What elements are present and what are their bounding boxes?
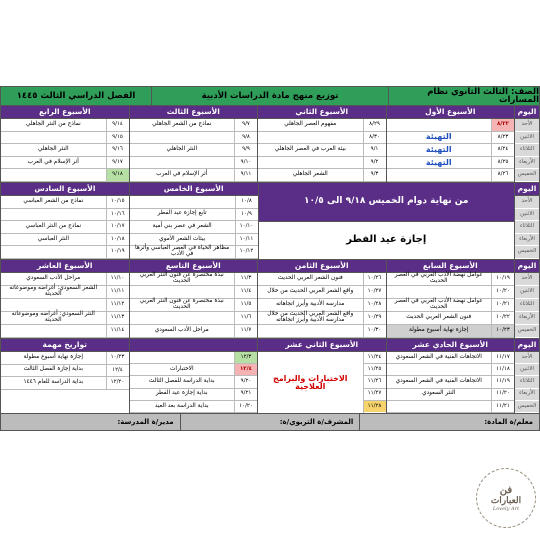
week-row [130, 389, 258, 401]
day-label: الأحد [515, 196, 539, 209]
date-cell: ٨/٢٤ [491, 144, 514, 156]
date-cell: ١٠/٢٣ [106, 352, 129, 364]
lesson-cell [1, 169, 106, 181]
date-cell: ١٠/٢٦ [363, 273, 386, 285]
week-header: الأسبوع الثاني [258, 106, 386, 119]
class-label: الصف: الثالث الثانوي نظام المسارات [388, 87, 539, 105]
week-header: الأسبوع السادس [1, 183, 129, 196]
date-cell: ١٠/١٩ [106, 246, 129, 258]
date-cell: ١٠/٣٠ [363, 325, 386, 337]
day-header: اليوم [515, 106, 539, 119]
date-cell: ١٢/٤ [234, 364, 257, 375]
day-column [515, 106, 539, 182]
date-cell: ٨/٣٠ [363, 132, 386, 144]
lesson-cell [258, 132, 363, 144]
week-row [258, 144, 386, 157]
week-row [387, 157, 515, 170]
exam-date: ١١/٢٤ [364, 352, 386, 364]
lesson-cell [130, 312, 235, 324]
date-cell: ١١/٧ [234, 325, 257, 337]
week-header: الأسبوع الأول [387, 106, 515, 119]
week-row [258, 299, 386, 312]
week-row [130, 209, 258, 222]
important-date-row [1, 377, 129, 390]
date-cell: ١٢/٤ [106, 365, 129, 377]
week-column [130, 183, 259, 259]
exam-date: ١١/٢٨ [364, 401, 386, 413]
day-column [515, 183, 539, 259]
week-row [1, 196, 129, 209]
week-row [130, 312, 258, 325]
week-row [130, 299, 258, 312]
week-row [130, 273, 258, 286]
week-header: الأسبوع الثاني عشر [258, 339, 386, 352]
week-row [387, 132, 515, 145]
lesson-cell: التهيئة [425, 157, 452, 167]
date-cell: ١٠/٢٩ [363, 312, 386, 324]
week-row [1, 312, 129, 325]
lesson-cell: الاتجاهات الفنية في الشعر السعودي [395, 353, 482, 360]
band-weeks-11-13 [0, 339, 540, 414]
date-cell: ٩/٨ [234, 132, 257, 144]
week-row [387, 312, 515, 325]
week-row [130, 119, 258, 132]
lesson-cell: الاتجاهات الفنية في الشعر السعودي [395, 378, 482, 385]
lesson-cell [130, 286, 235, 298]
day-header: اليوم [515, 183, 539, 196]
important-date-row [1, 365, 129, 378]
lesson-cell: نماذج من النثر الجاهلي [25, 120, 81, 127]
signature-footer [0, 414, 540, 431]
holiday-text: إجازة عيد الفطر [346, 234, 427, 246]
important-dates-panel [1, 339, 130, 413]
day-label: الأربعاء [515, 157, 539, 170]
day-label: الثلاثاء [515, 144, 539, 157]
date-cell: ١١/١٧ [491, 352, 514, 363]
day-column [515, 339, 539, 413]
week-header: الأسبوع السابع [387, 260, 515, 273]
week-row [1, 246, 129, 259]
day-label: الثلاثاء [515, 376, 539, 388]
day-label: الثلاثاء [515, 221, 539, 234]
lesson-cell: النثر السعودي: أغراضه وموضوعاته الحديثة [11, 311, 95, 323]
week-row [130, 286, 258, 299]
week-column [130, 339, 259, 413]
date-cell: ١٠/٢١ [491, 299, 514, 311]
week-header [130, 339, 258, 352]
lesson-cell: النثر السعودي [422, 390, 456, 397]
lesson-cell [130, 132, 235, 144]
text-cell: إجازة نهاية أسبوع مطولة [23, 353, 83, 360]
lesson-cell: أثر الإسلام في العرب [156, 171, 208, 178]
date-cell: ١١/٦ [234, 312, 257, 324]
lesson-cell: مدارسه الأدبية وأبرز اتجاهاته [276, 301, 345, 308]
week-row [1, 221, 129, 234]
day-label: الأحد [515, 119, 539, 132]
exam-date: ١١/٢٥ [364, 364, 386, 376]
week-row [258, 286, 386, 299]
date-cell: ١٠/١٩ [491, 273, 514, 285]
week-column [387, 260, 516, 338]
principal-signature: مدير/ة المدرسة: [117, 417, 174, 426]
important-date-row [1, 401, 129, 413]
holiday-banner: من نهاية دوام الخميس ٩/١٨ الى ١٠/٥ [259, 183, 515, 222]
day-label: الأربعاء [515, 312, 539, 325]
lesson-cell: الشعر الجاهلي [292, 171, 328, 178]
week-row [130, 169, 258, 182]
date-cell: ٩/١٥ [106, 132, 129, 144]
lesson-cell [130, 157, 235, 169]
date-cell: ١١/١٨ [491, 364, 514, 375]
week-row [130, 246, 258, 259]
day-label: الخميس [515, 246, 539, 259]
week-row [387, 119, 515, 132]
lesson-cell: بيئات الشعر الأموي [159, 235, 206, 242]
week-row [1, 209, 129, 222]
exam-dates [363, 352, 386, 413]
exams-body [258, 352, 386, 413]
week-row [130, 401, 258, 413]
week-column [130, 260, 259, 338]
week-column [1, 183, 130, 259]
week-header: الأسبوع الرابع [1, 106, 129, 119]
date-cell: ١٠/١٢ [235, 246, 258, 258]
lesson-cell: عوامل نهضة الأدب العربي في العصر الحديث [394, 298, 483, 310]
week-row [387, 144, 515, 157]
date-cell: ١٠/١٨ [106, 234, 129, 246]
week-row [387, 364, 515, 376]
week-header: الأسبوع العاشر [1, 260, 129, 273]
week-row [387, 325, 515, 338]
date-cell: ٩/١١ [234, 169, 257, 181]
day-label: الاثنين [515, 286, 539, 299]
week-row [1, 234, 129, 247]
day-label: الخميس [515, 325, 539, 338]
week-row [1, 157, 129, 170]
exams-column [258, 339, 387, 413]
lesson-cell: واقع الشعر العربي الحديث من خلال مدارسه الأدبية وأبرز اتجاهاته [267, 311, 354, 323]
week-row [130, 221, 258, 234]
date-cell: ٩/١٠ [234, 157, 257, 169]
text-cell: بداية الدراسة للعام ١٤٤٦ [23, 379, 84, 386]
week-row [130, 157, 258, 170]
lesson-cell: الشعر في عصر بني أمية [152, 223, 212, 230]
lesson-cell [130, 352, 235, 363]
day-label: الأربعاء [515, 389, 539, 401]
lesson-cell: نبذة مختصرة عن فنون النثر العربي الحديث [139, 298, 224, 310]
week-row [387, 376, 515, 388]
lesson-cell [387, 286, 492, 298]
lesson-cell [387, 401, 492, 412]
lesson-cell: التهيئة [425, 132, 452, 142]
brand-logo [476, 468, 536, 528]
lesson-cell: النثر الجاهلي [37, 146, 69, 153]
lesson-cell [1, 325, 106, 337]
lesson-cell: نماذج من الشعر الجاهلي [152, 120, 212, 127]
date-cell: ٨/٢٩ [363, 119, 386, 131]
week-row [258, 273, 386, 286]
exams-text: الاختبارات والبرامج العلاجية [272, 373, 348, 391]
day-label: الخميس [515, 401, 539, 413]
date-cell: ٩/١٧ [106, 157, 129, 169]
date-cell: ١٠/١٦ [106, 209, 129, 221]
date-cell: ١١/١٤ [106, 325, 129, 337]
date-cell: ١١/٣ [234, 273, 257, 285]
week-header: الأسبوع الخامس [130, 183, 258, 196]
plan-title: توزيع منهج مادة الدراسات الأدبية [151, 87, 388, 105]
term-label: الفصل الدراسي الثالث ١٤٤٥ [1, 87, 151, 105]
lesson-cell: مراحل الأدب السعودي [26, 275, 81, 282]
date-cell: ١٠/٢٣ [491, 325, 514, 337]
date-cell: ١٠/٢٨ [363, 299, 386, 311]
week-header: الأسبوع الحادي عشر [387, 339, 515, 352]
date-cell: ١١/٢٠ [491, 389, 514, 400]
week-column [1, 106, 130, 182]
lesson-cell: نماذج من النثر العباسي [25, 223, 82, 230]
week-header: الأسبوع التاسع [130, 260, 258, 273]
date-cell: ١٠/١٠ [235, 221, 258, 233]
important-date-row [1, 352, 129, 365]
lesson-cell: عوامل نهضة الأدب العربي في العصر الحديث [394, 272, 483, 284]
week-column [387, 106, 516, 182]
lesson-cell: واقع الشعر العربي الحديث من خلال [267, 288, 354, 295]
lesson-cell: فنون الشعر العربي الحديث [406, 314, 472, 321]
date-cell: ١٠/١٥ [106, 196, 129, 208]
week-row [1, 169, 129, 182]
lesson-cell: بداية الدراسة بعد العيد [154, 402, 209, 409]
lesson-cell [1, 246, 106, 258]
lesson-cell [258, 157, 363, 169]
lesson-cell [130, 196, 235, 208]
date-cell: ١١/١٩ [491, 376, 514, 387]
week-column [130, 106, 259, 182]
band-weeks-5-6 [0, 183, 540, 260]
week-header: الأسبوع الثامن [258, 260, 386, 273]
week-column [258, 260, 387, 338]
week-row [387, 389, 515, 401]
date-cell: ٨/٢٢ [491, 119, 514, 131]
date-cell: ١٠/٨ [235, 196, 258, 208]
band-weeks-1-4 [0, 106, 540, 183]
lesson-cell: تابع إجازة عيد الفطر [157, 210, 207, 217]
week-row [1, 119, 129, 132]
holiday-block [259, 183, 516, 259]
week-row [130, 352, 258, 364]
exam-date: ١١/٢٦ [364, 376, 386, 388]
date-cell: ٩/٢٠ [234, 376, 257, 387]
week-row [258, 119, 386, 132]
week-row [258, 169, 386, 182]
logo-line: فن [499, 484, 513, 496]
date-cell: ١٠/٢٧ [363, 286, 386, 298]
lesson-cell: الشعر السعودي: أغراضه وموضوعاته الحديثة [9, 285, 98, 297]
week-row [387, 273, 515, 286]
day-header: اليوم [515, 260, 539, 273]
lesson-cell: النثر الجاهلي [166, 146, 198, 153]
date-cell: ١١/١١ [106, 286, 129, 298]
day-label: الاثنين [515, 132, 539, 145]
important-date-row [1, 390, 129, 402]
date-cell: ٩/١٦ [106, 144, 129, 156]
exam-date: ١١/٢٧ [364, 389, 386, 401]
week-row [387, 352, 515, 364]
week-row [387, 401, 515, 413]
lesson-cell: نماذج من الشعر العباسي [23, 197, 84, 204]
week-row [130, 196, 258, 209]
day-column [515, 260, 539, 338]
date-cell: ١٠/١٧ [106, 221, 129, 233]
date-cell: ١١/١٣ [106, 312, 129, 324]
date-cell: ١٠/٢٠ [491, 286, 514, 298]
lesson-cell: مفهوم العصر الجاهلي [284, 120, 337, 127]
lesson-cell: بداية إجازة عيد الفطر [155, 390, 208, 397]
logo-line: العبارات [490, 495, 522, 506]
week-row [1, 132, 129, 145]
week-row [1, 144, 129, 157]
date-cell: ١١/١٢ [106, 299, 129, 311]
date-cell: ١١/٥ [234, 299, 257, 311]
logo-line: Lovely Art [492, 505, 520, 512]
date-cell: ٨/٢٦ [491, 169, 514, 181]
day-header: اليوم [515, 339, 539, 352]
week-column [258, 106, 387, 182]
lesson-cell: النثر العباسي [37, 235, 70, 242]
lesson-cell: بداية الدراسة للفصل الثالث [148, 378, 215, 385]
week-row [130, 144, 258, 157]
day-label: الاثنين [515, 364, 539, 376]
date-cell: ٩/١ [363, 144, 386, 156]
teacher-signature: معلم/ة المادة: [359, 414, 539, 430]
lesson-cell: مظاهر الحياة في العصر العباسي وأثرها في الأدب [135, 245, 230, 258]
week-row [130, 376, 258, 388]
lesson-cell: إجازة نهاية أسبوع مطولة [387, 325, 492, 337]
lesson-cell [387, 119, 492, 131]
day-label: الأحد [515, 273, 539, 286]
date-cell: ١١/٤ [234, 286, 257, 298]
date-cell: ٨/٢٣ [491, 132, 514, 144]
important-dates-title: تواريخ مهمة [1, 339, 129, 352]
week-row [258, 312, 386, 325]
week-row [130, 132, 258, 145]
date-cell: ٩/٣ [363, 169, 386, 181]
lesson-cell [1, 299, 106, 311]
day-label: الاثنين [515, 209, 539, 222]
day-label: الأربعاء [515, 234, 539, 247]
week-column [387, 339, 516, 413]
week-row [1, 286, 129, 299]
header-bar [0, 86, 540, 106]
lesson-cell: الاختبارات [169, 365, 194, 372]
week-row [130, 364, 258, 376]
week-row [258, 132, 386, 145]
day-label: الخميس [515, 169, 539, 182]
week-row [1, 325, 129, 338]
lesson-cell: مراحل الأدب السعودي [154, 327, 209, 334]
supervisor-signature: المشرف/ة التربوي/ة: [180, 414, 360, 430]
band-weeks-7-10 [0, 260, 540, 339]
lesson-cell [387, 364, 492, 375]
lesson-cell: فنون الشعر العربي الحديث [277, 275, 343, 282]
lesson-cell [1, 209, 106, 221]
lesson-cell [387, 169, 492, 181]
plan-sheet [0, 86, 540, 442]
date-cell: ٩/١٨ [106, 169, 129, 181]
lesson-cell [1, 132, 106, 144]
date-cell: ٩/١٤ [106, 119, 129, 131]
date-cell: ٩/٩ [234, 144, 257, 156]
date-cell: ١٠/٩ [235, 209, 258, 221]
date-cell: ١٠/١١ [235, 234, 258, 246]
week-header: الأسبوع الثالث [130, 106, 258, 119]
date-cell: ٩/٢١ [234, 389, 257, 400]
date-cell: ١١/٢١ [491, 401, 514, 412]
date-cell: ١٠/٢٢ [491, 312, 514, 324]
lesson-cell: التهيئة [425, 144, 452, 154]
lesson-cell: بيئة العرب في العصر الجاهلي [274, 146, 346, 153]
date-cell: ١٢/٣ [234, 352, 257, 363]
date-cell: ١٠/٢٠ [234, 401, 257, 412]
date-cell: ٩/٢ [363, 157, 386, 169]
week-row [258, 157, 386, 170]
day-label: الثلاثاء [515, 299, 539, 312]
lesson-cell: نبذة مختصرة عن فنون النثر العربي الحديث [139, 272, 224, 284]
week-row [130, 325, 258, 338]
text-cell: بداية إجازة الفصل الثالث [23, 366, 83, 373]
day-label: الأحد [515, 352, 539, 364]
week-row [387, 299, 515, 312]
week-row [258, 325, 386, 338]
week-row [387, 169, 515, 182]
date-cell: ٩/٧ [234, 119, 257, 131]
week-column [1, 260, 130, 338]
date-cell: ٨/٢٥ [491, 157, 514, 169]
date-cell: ١٢/٢٠ [106, 377, 129, 389]
lesson-cell: أثر الإسلام في العرب [27, 158, 79, 165]
lesson-cell [258, 325, 363, 337]
date-cell: ١١/١٠ [106, 273, 129, 285]
